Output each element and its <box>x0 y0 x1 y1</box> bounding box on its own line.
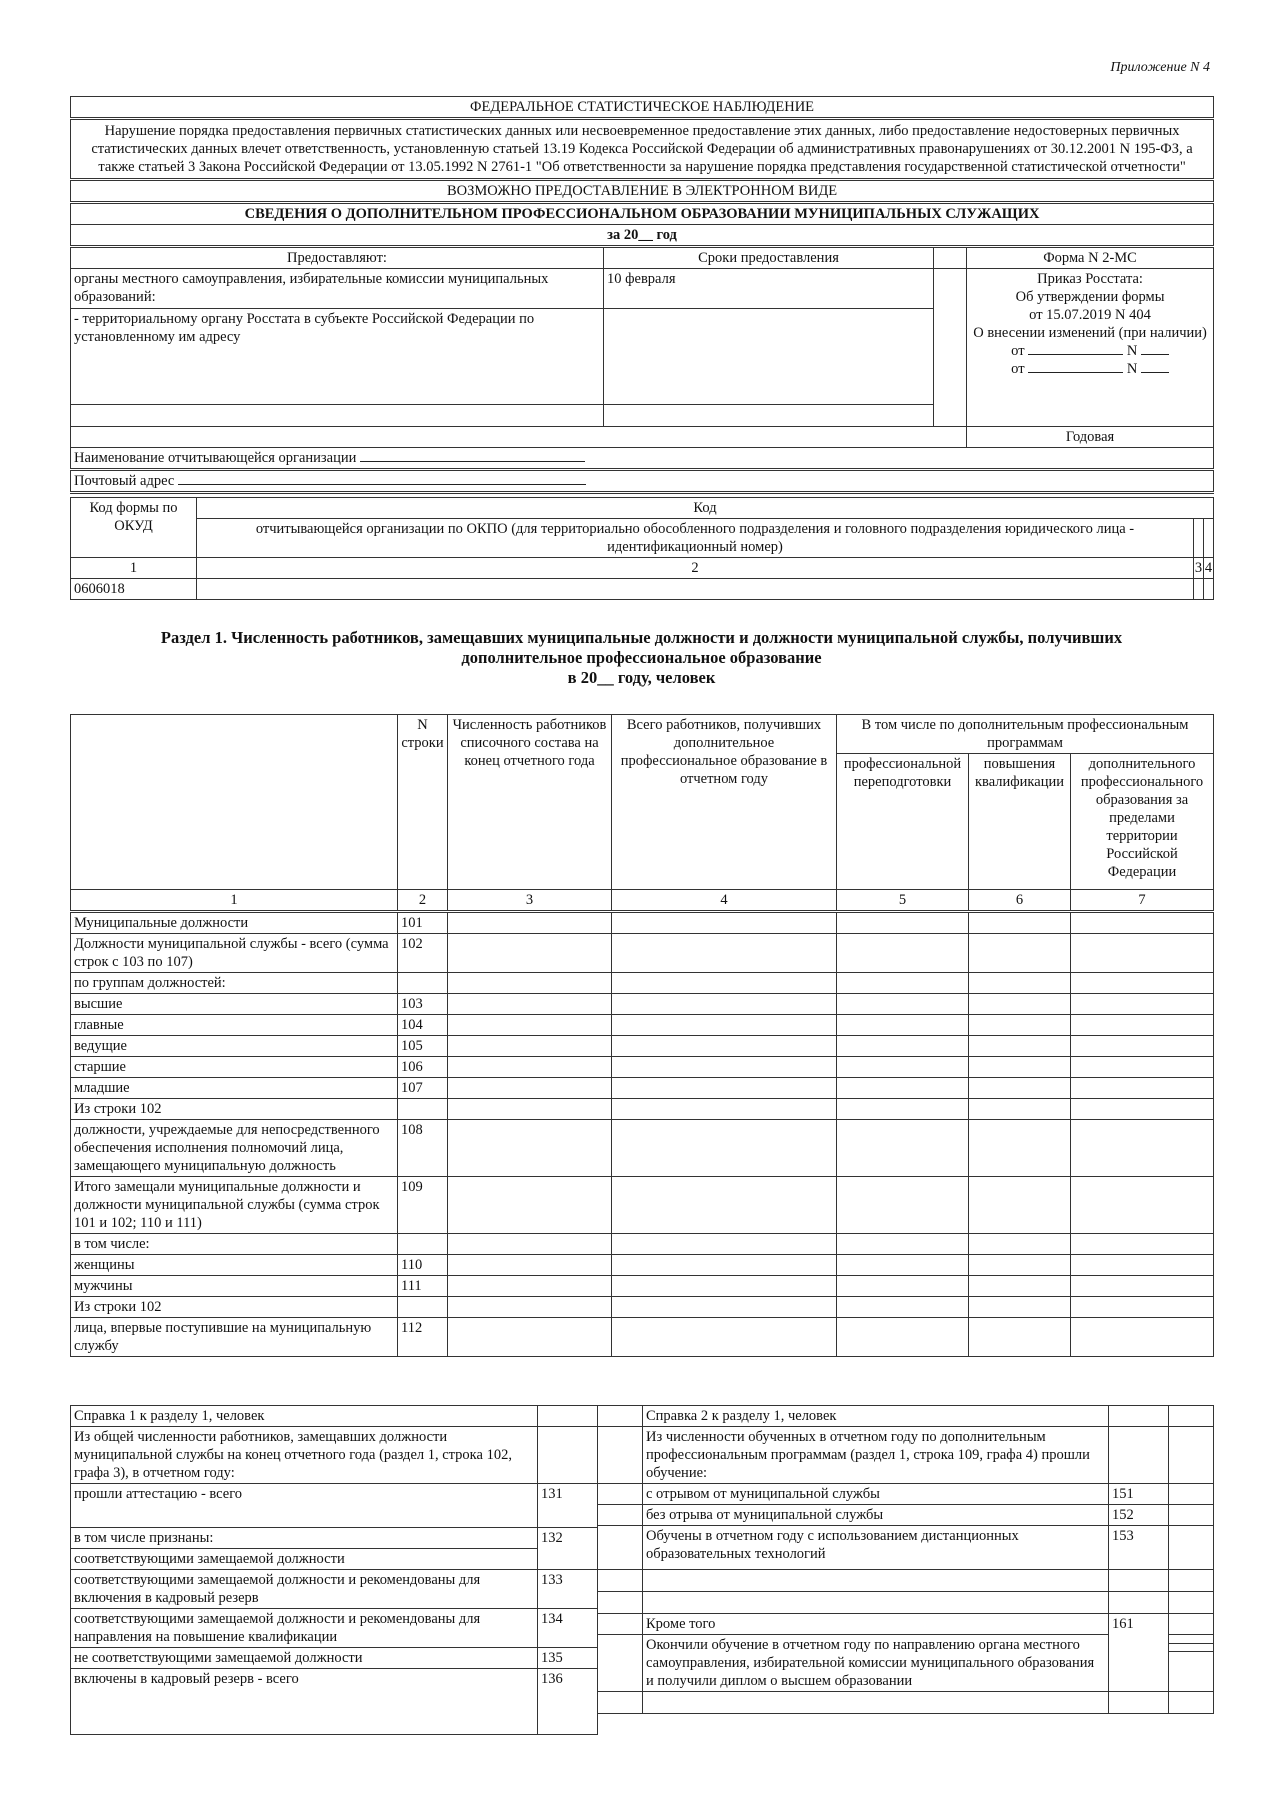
data-cell[interactable] <box>612 1099 837 1120</box>
table-row <box>71 1234 1214 1255</box>
data-cell[interactable] <box>837 934 969 973</box>
row-code: 109 <box>398 1177 448 1234</box>
periodicity: Годовая <box>967 427 1214 448</box>
row-code: 153 <box>1109 1526 1169 1570</box>
empty-cell <box>598 1484 643 1505</box>
data-cell[interactable] <box>612 1078 837 1099</box>
empty-cell <box>1109 1427 1169 1484</box>
okpo-label: отчитывающейся организации по ОКПО (для территориально обособленного подразделения и головного подразделения юридического лица - идентификационный номер) <box>197 519 1194 558</box>
data-cell[interactable] <box>837 1276 969 1297</box>
data-cell[interactable] <box>1071 912 1214 934</box>
org-name-row: Наименование отчитывающейся организации <box>71 448 1214 470</box>
table-row <box>71 912 1214 934</box>
section1-title: Раздел 1. Численность работников, замещавших муниципальные должности и должности муниципальной службы, получивших дополнительное профессиональное образование в 20__ году, человек <box>160 628 1123 687</box>
data-cell[interactable] <box>837 1015 969 1036</box>
deadline-1: 10 февраля <box>604 269 934 309</box>
row-code <box>398 973 448 994</box>
empty-cell <box>1169 1592 1214 1614</box>
table-row-label: Окончили обучение в отчетном году по направлению органа местного самоуправления, избирательной комиссии муниципального образования и получили диплом о высшем образовании <box>643 1635 1109 1692</box>
data-cell[interactable] <box>1071 1099 1214 1120</box>
empty-cell <box>71 427 967 448</box>
empty-cell <box>1109 1592 1169 1614</box>
rosstat-order <box>967 269 1214 427</box>
data-cell[interactable] <box>612 1318 837 1357</box>
data-cell[interactable] <box>1071 1036 1214 1057</box>
providers-header: Предоставляют: <box>71 247 604 269</box>
empty-cell <box>1169 1643 1214 1652</box>
data-cell[interactable] <box>1071 1318 1214 1357</box>
empty-cell <box>598 1427 643 1484</box>
electronic-submission-note: ВОЗМОЖНО ПРЕДОСТАВЛЕНИЕ В ЭЛЕКТРОННОМ ВИДЕ <box>71 180 1214 203</box>
data-cell[interactable] <box>837 1318 969 1357</box>
data-cell[interactable] <box>612 912 837 934</box>
table-row-label: Итого замещали муниципальные должности и должности муниципальной службы (сумма строк 101 и 102; 110 и 111) <box>71 1177 398 1234</box>
empty-cell <box>1194 519 1204 558</box>
data-cell[interactable] <box>969 912 1071 934</box>
data-cell[interactable] <box>448 1120 612 1177</box>
table-row-label: высшие <box>71 994 398 1015</box>
row-code: 112 <box>398 1318 448 1357</box>
table-row <box>71 1015 1214 1036</box>
order-line: Приказ Росстата: <box>1037 271 1143 287</box>
table-row <box>71 1276 1214 1297</box>
empty-cell <box>598 1570 643 1592</box>
reference1-intro: Из общей численности работников, замещавших должности муниципальной службы на конец отчетного года (раздел 1, строка 102, графа 3), в отчетном году: <box>71 1427 538 1484</box>
okud-value: 0606018 <box>71 579 197 600</box>
section1-table <box>70 714 1214 1357</box>
empty-cell <box>598 1635 643 1692</box>
table-row-label: старшие <box>71 1057 398 1078</box>
data-cell[interactable] <box>612 1234 837 1255</box>
data-cell[interactable] <box>1071 1015 1214 1036</box>
data-cell[interactable] <box>837 1234 969 1255</box>
data-cell[interactable] <box>1071 994 1214 1015</box>
row-code: 108 <box>398 1120 448 1177</box>
row-code: 132 <box>538 1528 598 1570</box>
data-cell[interactable] <box>969 1099 1071 1120</box>
colnum: 1 <box>71 890 398 912</box>
data-cell[interactable] <box>1071 1078 1214 1099</box>
colnum: 3 <box>448 890 612 912</box>
form-number: Форма N 2-МС <box>967 247 1214 269</box>
provider-1: органы местного самоуправления, избирательные комиссии муниципальных образований: <box>71 269 604 309</box>
liability-warning: Нарушение порядка предоставления первичных статистических данных или несвоевременное предоставление этих данных, либо предоставление недостоверных первичных статистических данных влечет ответственность, установленную статьей 13.19 Кодекса Российской Федерации об административных правонарушениях от 30.12.2001 N 195-ФЗ, а также статьей 3 Закона Российской Федерации от 13.05.1992 N 2761-1 "Об ответственности за нарушение порядка представления государственной статистической отчетности" <box>71 119 1214 180</box>
table-row-label: женщины <box>71 1255 398 1276</box>
data-cell[interactable] <box>1071 1297 1214 1318</box>
empty-cell <box>598 1505 643 1526</box>
table-row <box>71 1120 1214 1177</box>
data-cell[interactable] <box>837 1036 969 1057</box>
table-row-label: ведущие <box>71 1036 398 1057</box>
empty-cell <box>538 1427 598 1484</box>
data-cell[interactable] <box>448 973 612 994</box>
row-code: 101 <box>398 912 448 934</box>
table-row-label: Должности муниципальной службы - всего (сумма строк с 103 по 107) <box>71 934 398 973</box>
data-cell[interactable] <box>837 1120 969 1177</box>
data-cell[interactable] <box>448 1057 612 1078</box>
data-cell[interactable] <box>1071 934 1214 973</box>
header-listed: Численность работников списочного состава на конец отчетного года <box>448 715 612 890</box>
data-cell[interactable] <box>1071 1120 1214 1177</box>
colnum: 3 <box>1194 558 1204 579</box>
table-row <box>71 994 1214 1015</box>
data-cell[interactable] <box>969 1297 1071 1318</box>
empty-cell <box>1169 1570 1214 1592</box>
empty-cell <box>1169 1406 1214 1427</box>
data-cell[interactable] <box>612 973 837 994</box>
row-code: 106 <box>398 1057 448 1078</box>
data-cell[interactable] <box>969 1078 1071 1099</box>
header-total: Всего работников, получивших дополнительное профессиональное образование в отчетном году <box>612 715 837 890</box>
reference1-title: Справка 1 к разделу 1, человек <box>71 1406 538 1427</box>
table-row-label: с отрывом от муниципальной службы <box>643 1484 1109 1505</box>
data-cell[interactable] <box>837 1297 969 1318</box>
deadline-header: Сроки предоставления <box>604 247 934 269</box>
data-cell[interactable] <box>612 1036 837 1057</box>
table-row <box>71 1078 1214 1099</box>
empty-cell <box>598 1406 643 1427</box>
empty-cell <box>1109 1406 1169 1427</box>
provider-2: - территориальному органу Росстата в субъекте Российской Федерации по установленному им адресу <box>71 309 604 405</box>
table-row-label: соответствующими замещаемой должности и рекомендованы для направления на повышение квалификации <box>71 1609 538 1648</box>
data-cell[interactable] <box>837 1099 969 1120</box>
data-cell[interactable] <box>612 1255 837 1276</box>
data-cell[interactable] <box>448 1078 612 1099</box>
data-cell[interactable] <box>1071 973 1214 994</box>
data-cell[interactable] <box>837 973 969 994</box>
table-row-label: должности, учреждаемые для непосредственного обеспечения исполнения полномочий лица, замещающего муниципальную должность <box>71 1120 398 1177</box>
data-cell[interactable] <box>969 1234 1071 1255</box>
data-cell[interactable] <box>969 1255 1071 1276</box>
table-row <box>71 1099 1214 1120</box>
colnum: 6 <box>969 890 1071 912</box>
empty-cell <box>1204 579 1214 600</box>
table-row-label: без отрыва от муниципальной службы <box>643 1505 1109 1526</box>
form-title: СВЕДЕНИЯ О ДОПОЛНИТЕЛЬНОМ ПРОФЕССИОНАЛЬНОМ ОБРАЗОВАНИИ МУНИЦИПАЛЬНЫХ СЛУЖАЩИХ <box>71 203 1214 225</box>
data-cell[interactable] <box>1071 1276 1214 1297</box>
row-code <box>398 1297 448 1318</box>
empty-cell <box>643 1692 1109 1714</box>
data-cell[interactable] <box>612 1015 837 1036</box>
row-code: 111 <box>398 1276 448 1297</box>
row-code <box>398 1099 448 1120</box>
table-row <box>71 1297 1214 1318</box>
empty-cell <box>538 1406 598 1427</box>
empty-cell <box>1169 1652 1214 1692</box>
deadline-2 <box>604 309 934 405</box>
table-row-label: Муниципальные должности <box>71 912 398 934</box>
order-line: от 15.07.2019 N 404 <box>1029 307 1151 323</box>
data-cell[interactable] <box>448 1036 612 1057</box>
table-row-label: Кроме того <box>643 1614 1109 1635</box>
table-row-label: главные <box>71 1015 398 1036</box>
codes-table <box>70 497 1214 600</box>
table-row <box>71 934 1214 973</box>
reference2-title: Справка 2 к разделу 1, человек <box>643 1406 1109 1427</box>
deadline-3 <box>604 405 934 427</box>
colnum: 7 <box>1071 890 1214 912</box>
table-row-label: Обучены в отчетном году с использованием дистанционных образовательных технологий <box>643 1526 1109 1570</box>
data-cell[interactable] <box>969 1276 1071 1297</box>
row-code: 133 <box>538 1570 598 1609</box>
table-row-label: в том числе признаны: <box>71 1528 538 1549</box>
data-cell[interactable] <box>969 1036 1071 1057</box>
data-cell[interactable] <box>837 1255 969 1276</box>
data-cell[interactable] <box>969 1015 1071 1036</box>
header-retraining: профессиональной переподготовки <box>837 754 969 890</box>
data-cell[interactable] <box>969 934 1071 973</box>
okud-label: Код формы по ОКУД <box>71 498 197 558</box>
reference2-table <box>597 1405 1214 1714</box>
empty-cell <box>1169 1635 1214 1644</box>
empty-cell <box>1169 1614 1214 1635</box>
order-line: Об утверждении формы <box>1015 289 1165 305</box>
row-code: 110 <box>398 1255 448 1276</box>
data-cell[interactable] <box>448 1255 612 1276</box>
table-row <box>71 1036 1214 1057</box>
table-row <box>71 1177 1214 1234</box>
row-code: 151 <box>1109 1484 1169 1505</box>
table-row-label: включены в кадровый резерв - всего <box>71 1669 538 1735</box>
data-cell[interactable] <box>837 994 969 1015</box>
data-cell[interactable] <box>612 1177 837 1234</box>
table-row-label: Из строки 102 <box>71 1099 398 1120</box>
row-code <box>398 1234 448 1255</box>
data-cell[interactable] <box>837 912 969 934</box>
table-row-label: в том числе: <box>71 1234 398 1255</box>
row-code: 107 <box>398 1078 448 1099</box>
header-abroad: дополнительного профессионального образования за пределами территории Российской Федерации <box>1071 754 1214 890</box>
data-cell[interactable] <box>448 1318 612 1357</box>
data-cell[interactable] <box>969 994 1071 1015</box>
postal-address-row: Почтовый адрес <box>71 470 1214 493</box>
data-cell[interactable] <box>612 934 837 973</box>
table-row <box>71 1318 1214 1357</box>
data-cell[interactable] <box>612 1120 837 1177</box>
colnum: 1 <box>71 558 197 579</box>
colnum: 4 <box>612 890 837 912</box>
table-row <box>71 1057 1214 1078</box>
row-code: 134 <box>538 1609 598 1648</box>
data-cell[interactable] <box>969 1318 1071 1357</box>
table-row-label: не соответствующими замещаемой должности <box>71 1648 538 1669</box>
header-programs: В том числе по дополнительным профессиональным программам <box>837 715 1214 754</box>
empty-cell <box>598 1692 643 1714</box>
data-cell[interactable] <box>837 1057 969 1078</box>
empty-cell <box>1169 1526 1214 1570</box>
row-code: 135 <box>538 1648 598 1669</box>
data-cell[interactable] <box>448 1234 612 1255</box>
data-cell[interactable] <box>448 1276 612 1297</box>
data-cell[interactable] <box>969 973 1071 994</box>
report-year: за 20__ год <box>71 225 1214 247</box>
data-cell[interactable] <box>969 1120 1071 1177</box>
data-cell[interactable] <box>612 1297 837 1318</box>
row-code: 152 <box>1109 1505 1169 1526</box>
data-cell[interactable] <box>448 934 612 973</box>
empty-cell <box>598 1592 643 1614</box>
table-row-label: лица, впервые поступившие на муниципальную службу <box>71 1318 398 1357</box>
header-blank <box>71 715 398 890</box>
empty-cell <box>643 1592 1109 1614</box>
colnum: 2 <box>197 558 1194 579</box>
row-code: 136 <box>538 1669 598 1735</box>
table-row-label: мужчины <box>71 1276 398 1297</box>
data-cell[interactable] <box>448 912 612 934</box>
federal-observation-title: ФЕДЕРАЛЬНОЕ СТАТИСТИЧЕСКОЕ НАБЛЮДЕНИЕ <box>71 97 1214 119</box>
empty-cell <box>1169 1505 1214 1526</box>
colnum: 5 <box>837 890 969 912</box>
order-amendment-line: от N <box>970 360 1210 378</box>
order-amendment-line: от N <box>970 342 1210 360</box>
empty-cell <box>71 405 604 427</box>
row-code: 161 <box>1109 1614 1169 1692</box>
empty-cell <box>598 1614 643 1635</box>
form-header <box>70 96 1214 494</box>
order-line: О внесении изменений (при наличии) <box>973 325 1207 341</box>
empty-cell <box>1109 1570 1169 1592</box>
empty-cell <box>1169 1692 1214 1714</box>
table-row <box>71 973 1214 994</box>
data-cell[interactable] <box>1071 1234 1214 1255</box>
table-row-label: младшие <box>71 1078 398 1099</box>
row-code: 102 <box>398 934 448 973</box>
data-cell[interactable] <box>448 994 612 1015</box>
empty-cell <box>598 1526 643 1570</box>
header-row-number: N строки <box>398 715 448 890</box>
data-cell[interactable] <box>448 1297 612 1318</box>
empty-cell <box>1169 1484 1214 1505</box>
reference1-table <box>70 1405 598 1735</box>
data-cell[interactable] <box>837 1177 969 1234</box>
row-code: 131 <box>538 1484 598 1528</box>
data-cell[interactable] <box>612 1057 837 1078</box>
header-qualification: повышения квалификации <box>969 754 1071 890</box>
table-row-label: соответствующими замещаемой должности <box>71 1549 538 1570</box>
data-cell[interactable] <box>1071 1255 1214 1276</box>
colnum: 4 <box>1204 558 1214 579</box>
empty-cell <box>643 1570 1109 1592</box>
data-cell[interactable] <box>1071 1177 1214 1234</box>
spacer-cell <box>934 247 967 269</box>
table-row-label: прошли аттестацию - всего <box>71 1484 538 1528</box>
okpo-value <box>197 579 1194 600</box>
empty-cell <box>1204 519 1214 558</box>
table-row-label: по группам должностей: <box>71 973 398 994</box>
data-cell[interactable] <box>612 1276 837 1297</box>
data-cell[interactable] <box>969 1177 1071 1234</box>
table-row-label: Из строки 102 <box>71 1297 398 1318</box>
data-cell[interactable] <box>969 1057 1071 1078</box>
empty-cell <box>1109 1692 1169 1714</box>
data-cell[interactable] <box>448 1177 612 1234</box>
spacer-cell <box>934 269 967 427</box>
data-cell[interactable] <box>1071 1057 1214 1078</box>
table-row-label: соответствующими замещаемой должности и рекомендованы для включения в кадровый резерв <box>71 1570 538 1609</box>
reference2-intro: Из численности обученных в отчетном году по дополнительным профессиональным программам (раздел 1, строка 109, графа 4) прошли обучение: <box>643 1427 1109 1484</box>
data-cell[interactable] <box>612 994 837 1015</box>
data-cell[interactable] <box>448 1099 612 1120</box>
data-cell[interactable] <box>448 1015 612 1036</box>
row-code: 104 <box>398 1015 448 1036</box>
row-code: 105 <box>398 1036 448 1057</box>
table-row <box>71 1255 1214 1276</box>
row-code: 103 <box>398 994 448 1015</box>
code-label: Код <box>197 498 1214 519</box>
empty-cell <box>1194 579 1204 600</box>
empty-cell <box>1169 1427 1214 1484</box>
colnum: 2 <box>398 890 448 912</box>
appendix-label: Приложение N 4 <box>1110 60 1210 75</box>
data-cell[interactable] <box>837 1078 969 1099</box>
